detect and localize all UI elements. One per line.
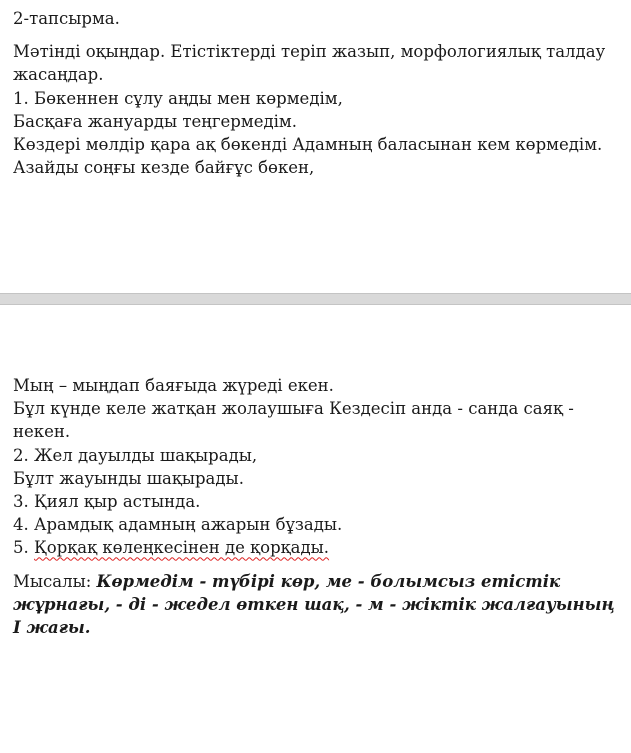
page-separator: [0, 293, 631, 305]
sentence-4: 4. Арамдық адамның ажарын бұзады.: [13, 515, 343, 535]
task-title: 2-тапсырма.: [13, 9, 120, 28]
poem-line-2: Басқаға жануарды теңгермедім.: [13, 111, 297, 131]
poem-line-1: 1. Бөкеннен сұлу аңды мен көрмедім,: [13, 88, 343, 108]
poem-line-3: Көздері мөлдір қара ақ бөкенді Адамның баласынан кем көрмедім.: [13, 135, 603, 155]
sentence-2a: 2. Жел дауылды шақырады,: [13, 445, 258, 465]
poem-line-5: Мың – мыңдап баяғыда жүреді екен.: [13, 376, 334, 395]
page-2-content: [13, 374, 619, 639]
poem-line-6: Бұл күнде келе жатқан жолаушыға Кездесіп анда - санда саяқ - некен.: [13, 399, 574, 442]
sentence-5-prefix: 5.: [13, 538, 34, 558]
sentence-2b: Бұлт жауынды шақырады.: [13, 468, 244, 488]
document-page-1: [0, 0, 631, 293]
sentence-5: [13, 536, 619, 559]
sentence-3: 3. Қиял қыр астында.: [13, 492, 201, 512]
page-1-content: [13, 7, 619, 179]
example-label: Мысалы:: [13, 571, 97, 591]
example-block: [13, 570, 619, 640]
document-page-2: [0, 305, 631, 753]
task-instruction: Мәтінді оқыңдар. Етістіктерді теріп жазып, морфологиялық талдау жасаңдар.: [13, 42, 606, 85]
poem-line-4: Азайды соңғы кезде байғұс бөкен,: [13, 158, 315, 178]
sentence-5-text: Қорқақ көлеңкесінен де қорқады.: [34, 538, 330, 558]
example-text: Көрмедім - түбірі көр, ме - болымсыз етістік жұрнағы, - ді - жедел өткен шақ, - м - жіктік жалғауының І жағы.: [13, 571, 615, 638]
